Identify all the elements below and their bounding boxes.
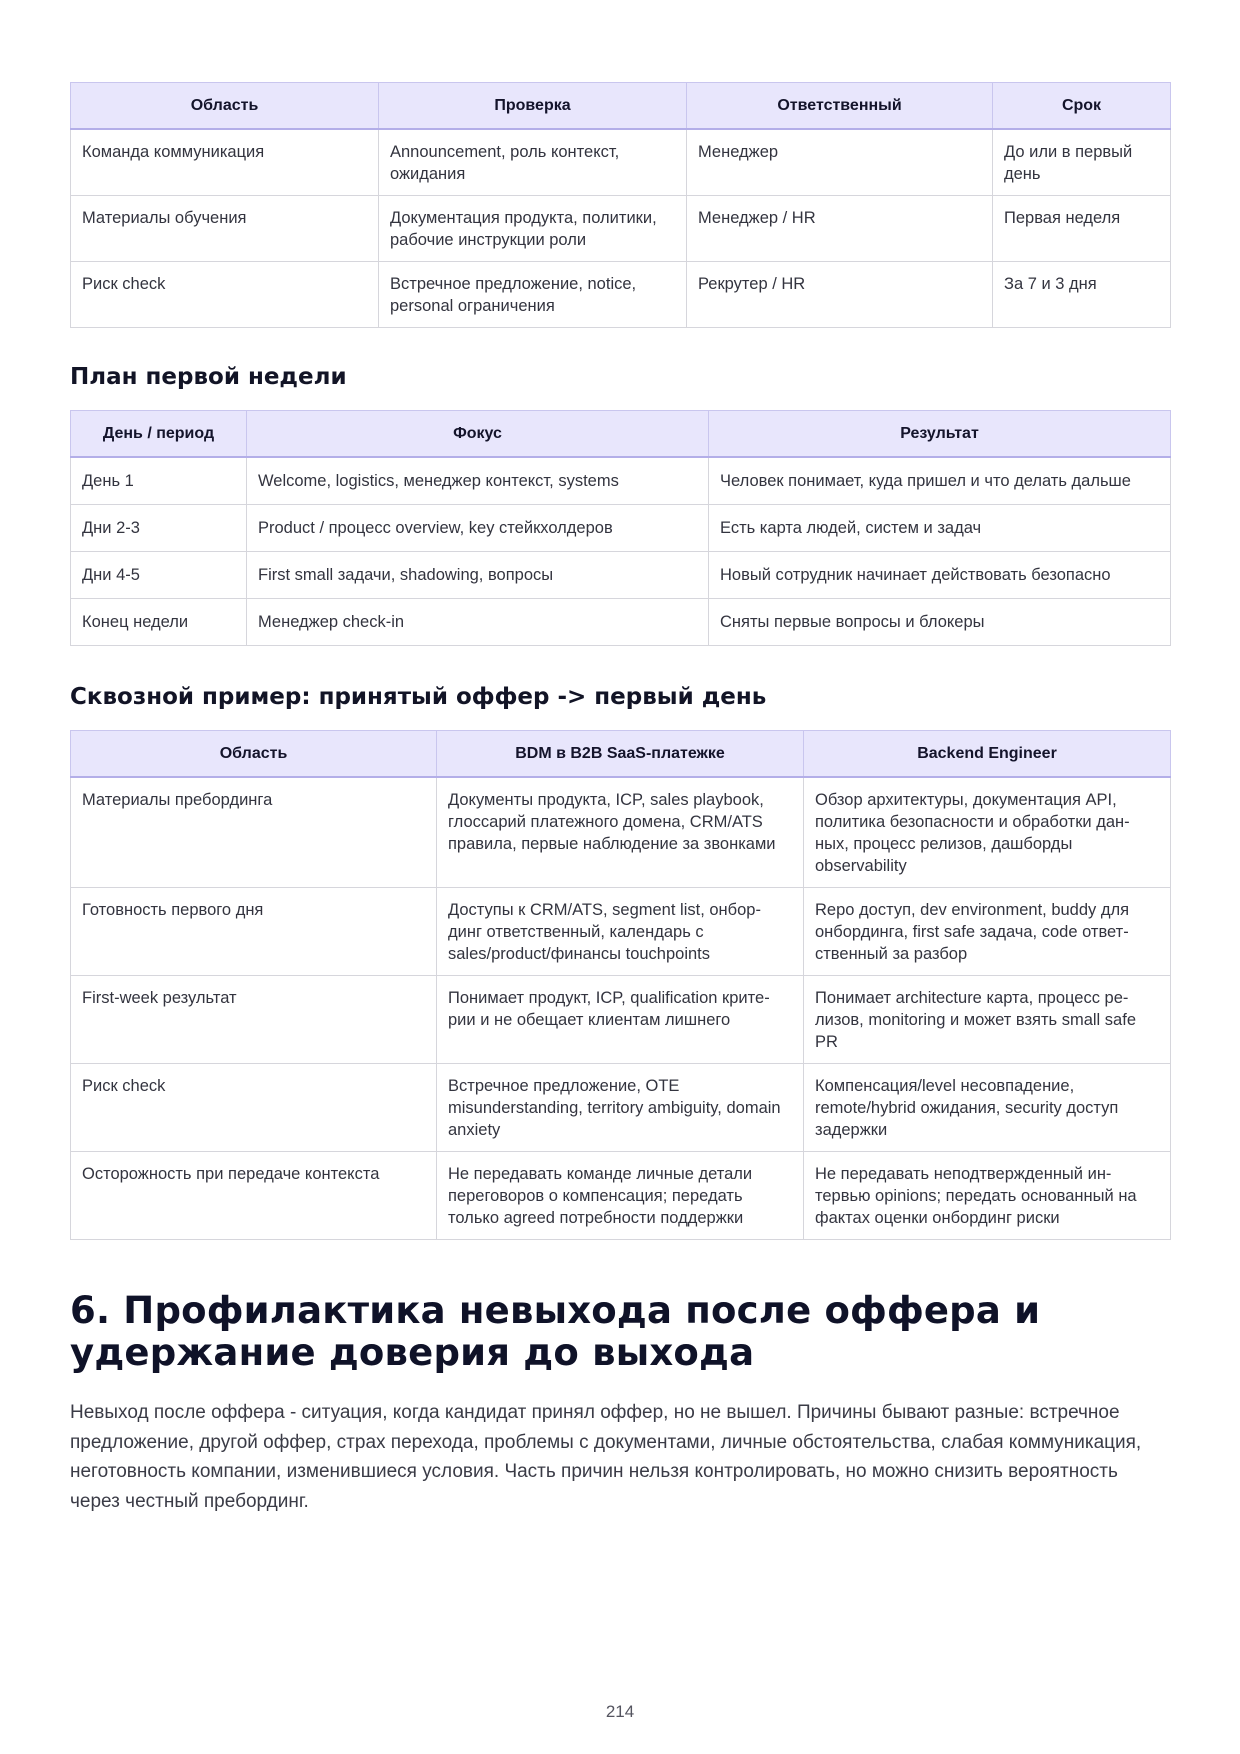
table-row (71, 505, 1171, 552)
column-header: Срок (993, 83, 1171, 130)
table-cell: Есть карта людей, систем и задач (709, 505, 1171, 552)
offer-to-first-day-table (70, 730, 1171, 1240)
column-header: Результат (709, 411, 1171, 458)
preboarding-check-table (70, 82, 1171, 328)
section-6-paragraph: Невыход после оффера - ситуация, когда кандидат принял оффер, но не вышел. Причины бывают разные: встречное предложение, другой оффер, страх перехода, проблемы с документами, личные обстоятельства, слабая коммуникация, неготовность компании, изменившиеся условия. Часть причин нельзя контролировать, но можно снизить вероятность через честный пребординг. (70, 1402, 1142, 1512)
table-cell: Первая неделя (993, 196, 1171, 262)
table-row (71, 976, 1171, 1064)
table-cell: Менеджер / HR (687, 196, 993, 262)
column-header: Фокус (247, 411, 709, 458)
table-cell: Осторожность при передаче контекста (71, 1152, 437, 1240)
column-header: Область (71, 731, 437, 778)
table-row (71, 457, 1171, 505)
table-cell: Материалы пребординга (71, 777, 437, 888)
table-cell: Материалы обучения (71, 196, 379, 262)
table-row (71, 552, 1171, 599)
table-cell: Дни 2-3 (71, 505, 247, 552)
table-cell: First small задачи, shadowing, вопросы (247, 552, 709, 599)
document-page (70, 82, 1170, 1516)
table-cell: Документация продукта, политики, рабочие инструкции роли (379, 196, 687, 262)
table-cell: Announcement, роль контекст, ожидания (379, 129, 687, 196)
table-cell: Repo доступ, dev environment, buddy для онбординга, first safe задача, code ответ-ственный за разбор (804, 888, 1171, 976)
table-cell: First-week результат (71, 976, 437, 1064)
table-cell: Риск check (71, 262, 379, 328)
column-header: Ответственный (687, 83, 993, 130)
table-row (71, 599, 1171, 646)
table-row (71, 262, 1171, 328)
table-header-row (71, 83, 1171, 130)
table-row (71, 777, 1171, 888)
column-header: BDM в B2B SaaS-платежке (437, 731, 804, 778)
table-cell: День 1 (71, 457, 247, 505)
table-cell: Документы продукта, ICP, sales playbook, глоссарий платежного домена, CRM/ATS правила, первые наблюдение за звонками (437, 777, 804, 888)
table-header-row (71, 411, 1171, 458)
table-cell: Не передавать команде личные детали переговоров о компенсация; передать только agreed потребности поддержки (437, 1152, 804, 1240)
table-cell: Не передавать неподтвержденный ин-тервью opinions; передать основанный на фактах оценки онбординг риски (804, 1152, 1171, 1240)
table-cell: Человек понимает, куда пришел и что делать дальше (709, 457, 1171, 505)
table-cell: Понимает продукт, ICP, qualification крите-рии и не обещает клиентам лишнего (437, 976, 804, 1064)
table-cell: Риск check (71, 1064, 437, 1152)
table-cell: Дни 4-5 (71, 552, 247, 599)
page-number: 214 (605, 1702, 635, 1721)
table-cell: Готовность первого дня (71, 888, 437, 976)
table-cell: Новый сотрудник начинает действовать безопасно (709, 552, 1171, 599)
table-cell: Обзор архитектуры, документация API, политика безопасности и обработки дан-ных, процесс релизов, дашборды observability (804, 777, 1171, 888)
table-row (71, 888, 1171, 976)
table-cell: Менеджер check-in (247, 599, 709, 646)
section-6-heading: 6. Профилактика невыхода после оффера и удержание доверия до выхода (70, 1289, 1041, 1374)
column-header: Проверка (379, 83, 687, 130)
table-cell: Product / процесс overview, key стейкхолдеров (247, 505, 709, 552)
table-row (71, 1064, 1171, 1152)
section-heading-example: Сквозной пример: принятый оффер -> первый день (70, 684, 767, 710)
table-row (71, 129, 1171, 196)
table-cell: Доступы к CRM/ATS, segment list, онбор-динг ответственный, календарь с sales/product/финансы touchpoints (437, 888, 804, 976)
table-cell: Рекрутер / HR (687, 262, 993, 328)
first-week-plan-table (70, 410, 1171, 646)
table-row (71, 1152, 1171, 1240)
table-header-row (71, 731, 1171, 778)
column-header: День / период (71, 411, 247, 458)
table-cell: Менеджер (687, 129, 993, 196)
table-row (71, 196, 1171, 262)
table-cell: Конец недели (71, 599, 247, 646)
table-cell: Сняты первые вопросы и блокеры (709, 599, 1171, 646)
table-cell: Встречное предложение, OTE misunderstanding, territory ambiguity, domain anxiety (437, 1064, 804, 1152)
section-heading-first-week: План первой недели (70, 364, 347, 390)
table-cell: За 7 и 3 дня (993, 262, 1171, 328)
table-cell: Команда коммуникация (71, 129, 379, 196)
table-cell: Понимает architecture карта, процесс ре-лизов, monitoring и может взять small safe PR (804, 976, 1171, 1064)
table-cell: До или в первый день (993, 129, 1171, 196)
table-cell: Компенсация/level несовпадение, remote/hybrid ожидания, security доступ задержки (804, 1064, 1171, 1152)
column-header: Область (71, 83, 379, 130)
column-header: Backend Engineer (804, 731, 1171, 778)
table-cell: Welcome, logistics, менеджер контекст, systems (247, 457, 709, 505)
table-cell: Встречное предложение, notice, personal ограничения (379, 262, 687, 328)
